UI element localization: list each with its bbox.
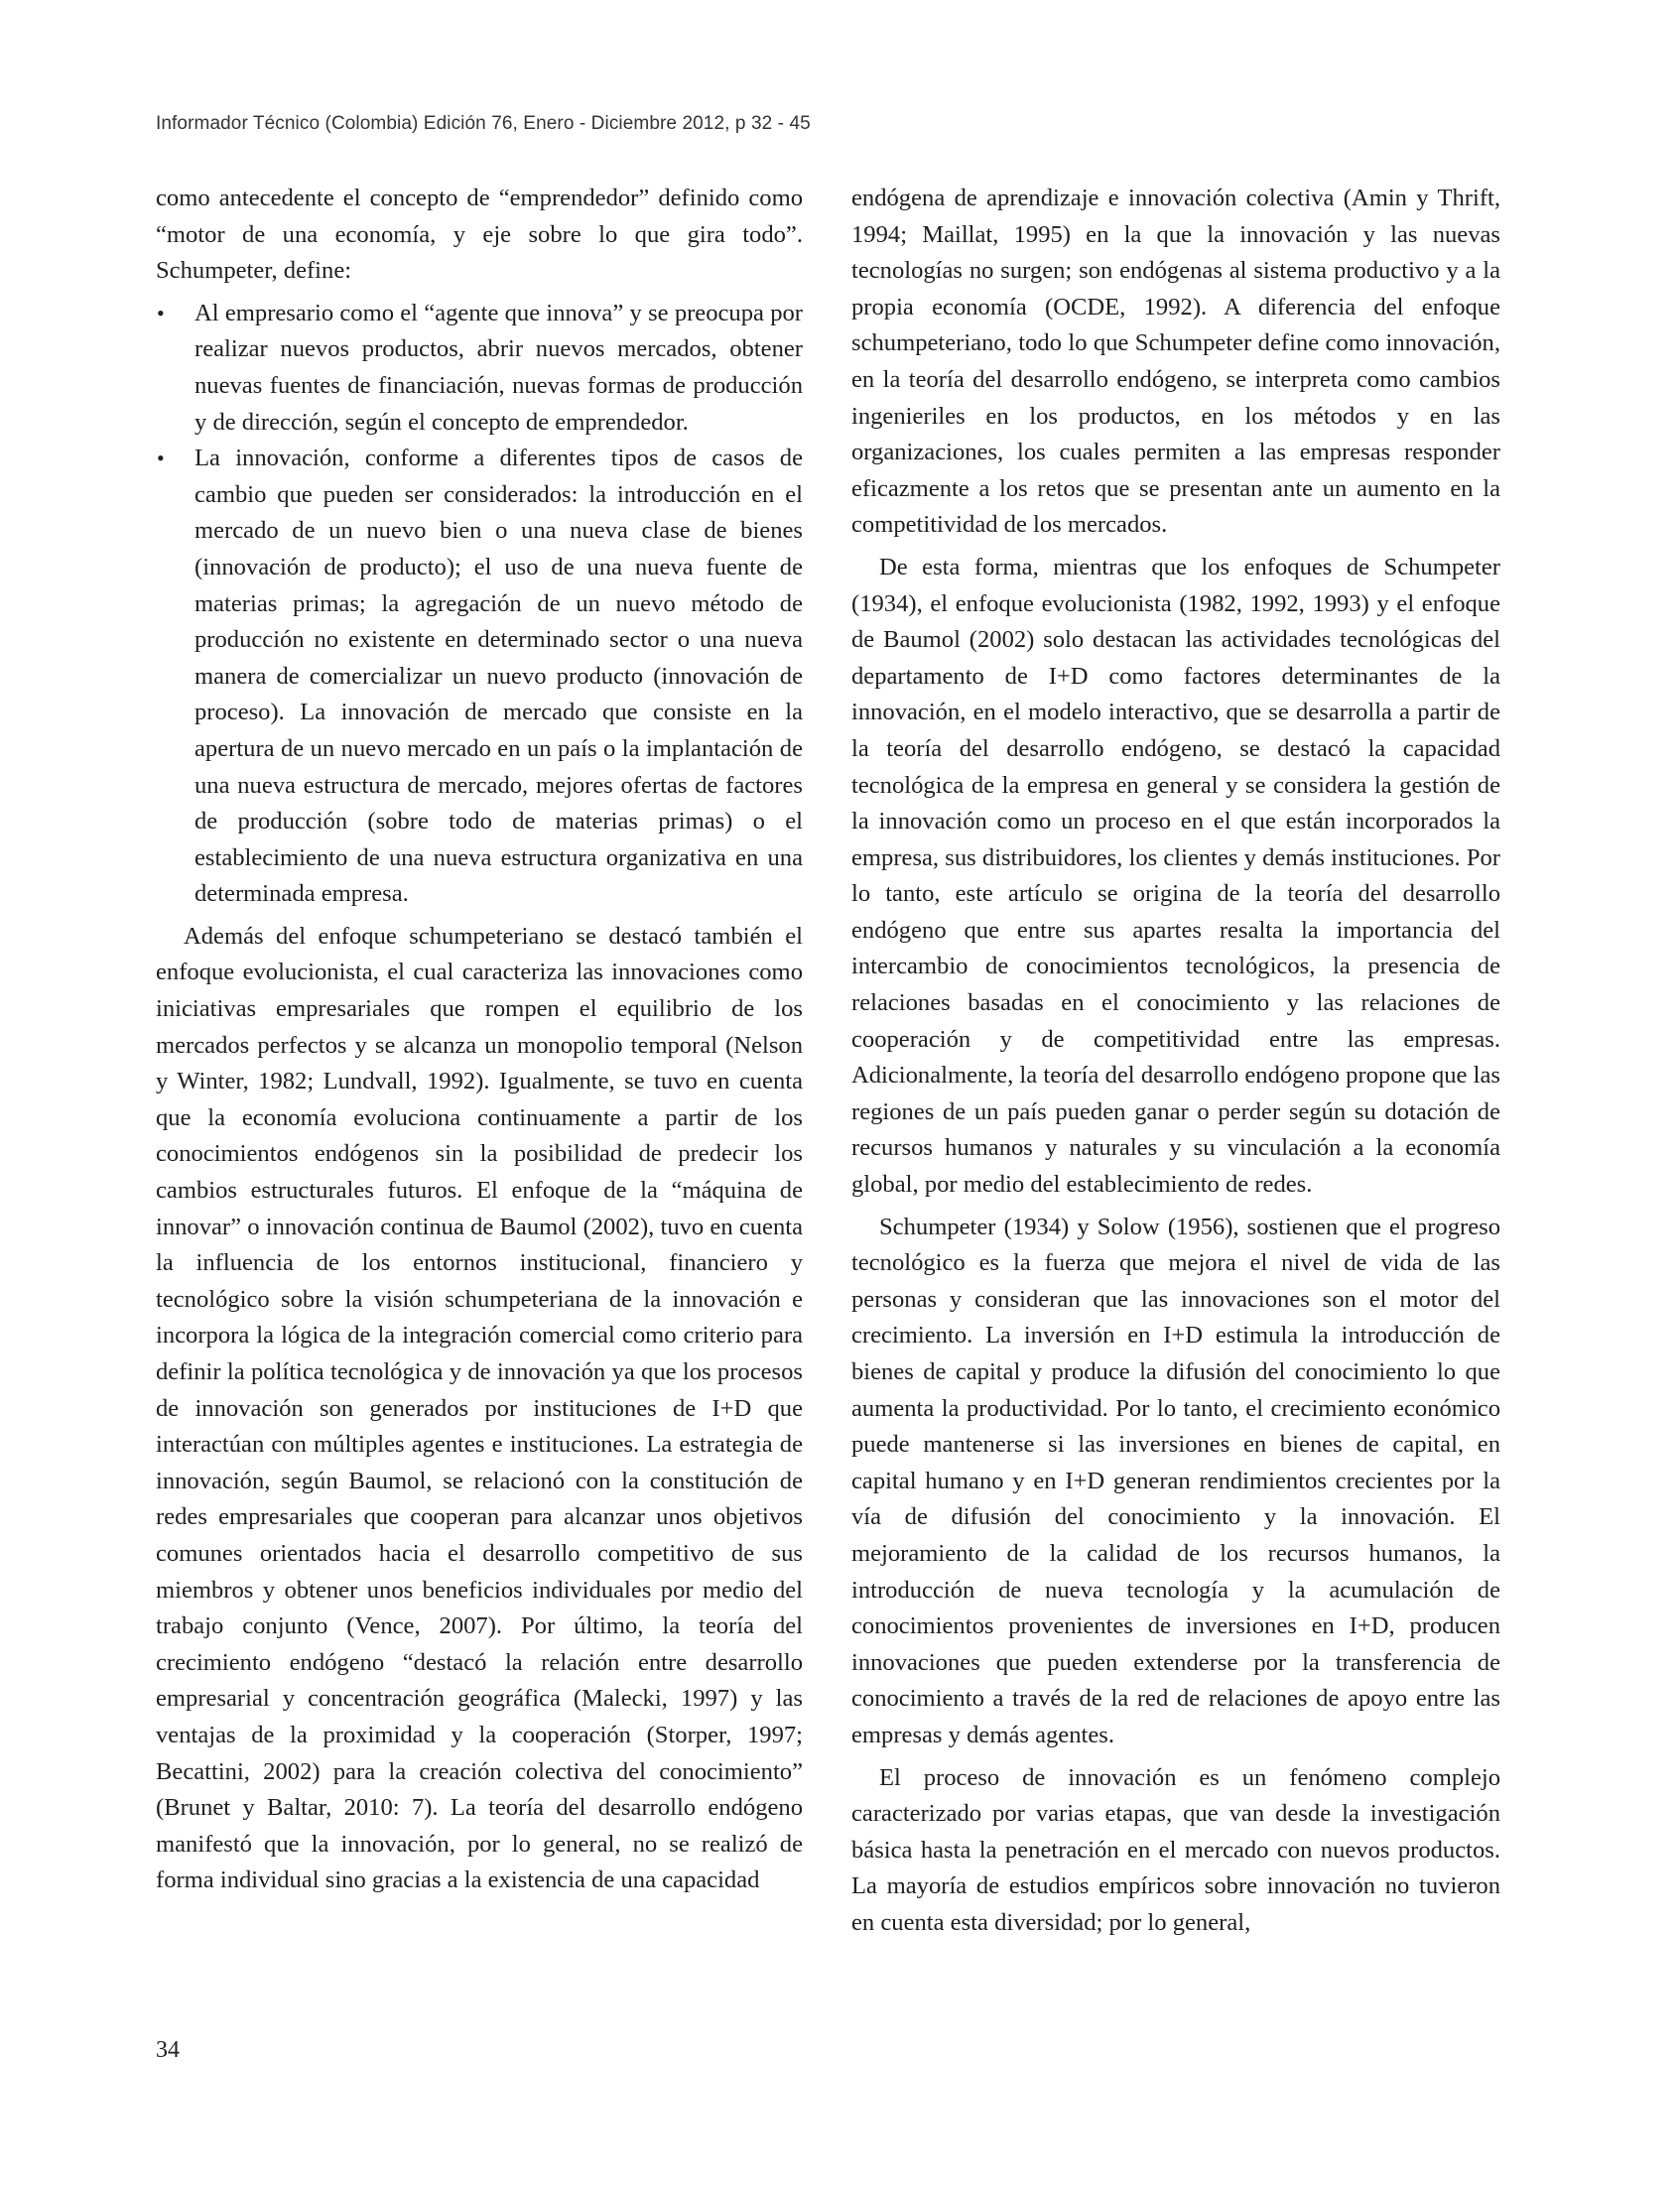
body-paragraph: De esta forma, mientras que los enfoques de Schumpeter (1934), el enfoque evolucionista (1982, 1992, 1993) y el enfoque de Baumol (2002) solo destacan las actividades tecnológicas del departamento de I+D como factores determinantes de la innovación, en el modelo interactivo, que se desarrolla a partir de la teoría del desarrollo endógeno, se destacó la capacidad tecnológica de la empresa en general y se considera la gestión de la innovación como un proceso en el que están incorporados la empresa, sus distribuidores, los clientes y demás instituciones. Por lo tanto, este artículo se origina de la teoría del desarrollo endógeno que entre sus apartes resalta la importancia del intercambio de conocimientos tecnológicos, la presencia de relaciones basadas en el conocimiento y las relaciones de cooperación y de competitividad entre las empresas. Adicionalmente, la teoría del desarrollo endógeno propone que las regiones de un país pueden ganar o perder según su dotación de recursos humanos y naturales y su vinculación a la economía global, por medio del establecimiento de redes.: [851, 553, 1500, 1199]
bullet-icon: •: [157, 300, 165, 325]
right-column: [851, 181, 1500, 1948]
running-header: Informador Técnico (Colombia) Edición 76, Enero - Diciembre 2012, p 32 - 45: [156, 113, 811, 134]
body-paragraph: El proceso de innovación es un fenómeno complejo caracterizado por varias etapas, que van desde la investigación básica hasta la penetración en el mercado con nuevos productos. La mayoría de estudios empíricos sobre innovación no tuvieron en cuenta esta diversidad; por lo general,: [851, 1763, 1500, 1936]
continuation-paragraph: endógena de aprendizaje e innovación colectiva (Amin y Thrift, 1994; Maillat, 1995) en la que la innovación y las nuevas tecnologías no surgen; son endógenas al sistema productivo y a la propia economía (OCDE, 1992). A diferencia del enfoque schumpeteriano, todo lo que Schumpeter define como innovación, en la teoría del desarrollo endógeno, se interpreta como cambios ingenieriles en los productos, en los métodos y en las organizaciones, los cuales permiten a las empresas responder eficazmente a los retos que se presentan ante un aumento en la competitividad de los mercados.: [851, 185, 1500, 539]
bullet-item: [156, 441, 803, 913]
bullet-icon: •: [157, 446, 165, 471]
bullet-item: [156, 296, 803, 441]
left-column: [156, 181, 803, 1905]
bullet-text: La innovación, conforme a diferentes tipos de casos de cambio que pueden ser considerados: la introducción en el mercado de un nuevo bien o una nueva clase de bienes (innovación de producto); el uso de una nueva fuente de materias primas; la agregación de un nuevo método de producción no existente en determinado sector o una nueva manera de comercializar un nuevo producto (innovación de proceso). La innovación de mercado que consiste en la apertura de un nuevo mercado en un país o la implantación de una nueva estructura de mercado, mejores ofertas de factores de producción (sobre todo de materias primas) o el establecimiento de una nueva estructura organizativa en una determinada empresa.: [194, 445, 803, 908]
page-number: 34: [156, 2037, 180, 2063]
intro-paragraph: como antecedente el concepto de “emprendedor” definido como “motor de una economía, y eje sobre lo que gira todo”. Schumpeter, define:: [156, 185, 803, 285]
bullet-text: Al empresario como el “agente que innova” y se preocupa por realizar nuevos productos, abrir nuevos mercados, obtener nuevas fuentes de financiación, nuevas formas de producción y de dirección, según el concepto de emprendedor.: [194, 299, 803, 436]
body-paragraph: Además del enfoque schumpeteriano se destacó también el enfoque evolucionista, el cual caracteriza las innovaciones como iniciativas empresariales que rompen el equilibrio de los mercados perfectos y se alcanza un monopolio temporal (Nelson y Winter, 1982; Lundvall, 1992). Igualmente, se tuvo en cuenta que la economía evoluciona continuamente a partir de los conocimientos endógenos sin la posibilidad de predecir los cambios estructurales futuros. El enfoque de la “máquina de innovar” o innovación continua de Baumol (2002), tuvo en cuenta la influencia de los entornos institucional, financiero y tecnológico sobre la visión schumpeteriana de la innovación e incorpora la lógica de la integración comercial como criterio para definir la política tecnológica y de innovación ya que los procesos de innovación son generados por instituciones de I+D que interactúan con múltiples agentes e instituciones. La estrategia de innovación, según Baumol, se relacionó con la constitución de redes empresariales que cooperan para alcanzar unos objetivos comunes orientados hacia el desarrollo competitivo de sus miembros y obtener unos beneficios individuales por medio del trabajo conjunto (Vence, 2007). Por último, la teoría del crecimiento endógeno “destacó la relación entre desarrollo empresarial y concentración geográfica (Malecki, 1997) y las ventajas de la proximidad y la cooperación (Storper, 1997; Becattini, 2002) para la creación colectiva del conocimiento” (Brunet y Baltar, 2010: 7). La teoría del desarrollo endógeno manifestó que la innovación, por lo general, no se realizó de forma individual sino gracias a la existencia de una capacidad: [156, 922, 803, 1894]
body-paragraph: Schumpeter (1934) y Solow (1956), sostienen que el progreso tecnológico es la fuerza que mejora el nivel de vida de las personas y consideran que las innovaciones son el motor del crecimiento. La inversión en I+D estimula la introducción de bienes de capital y produce la difusión del conocimiento lo que aumenta la productividad. Por lo tanto, el crecimiento económico puede mantenerse si las inversiones en bienes de capital, en capital humano y en I+D generan rendimientos crecientes por la vía de difusión del conocimiento y la innovación. El mejoramiento de la calidad de los recursos humanos, la introducción de nueva tecnología y la acumulación de conocimientos provenientes de inversiones en I+D, producen innovaciones que pueden extenderse por la transferencia de conocimiento a través de la red de relaciones de apoyo entre las empresas y demás agentes.: [851, 1213, 1500, 1748]
bullet-list: [156, 296, 803, 913]
